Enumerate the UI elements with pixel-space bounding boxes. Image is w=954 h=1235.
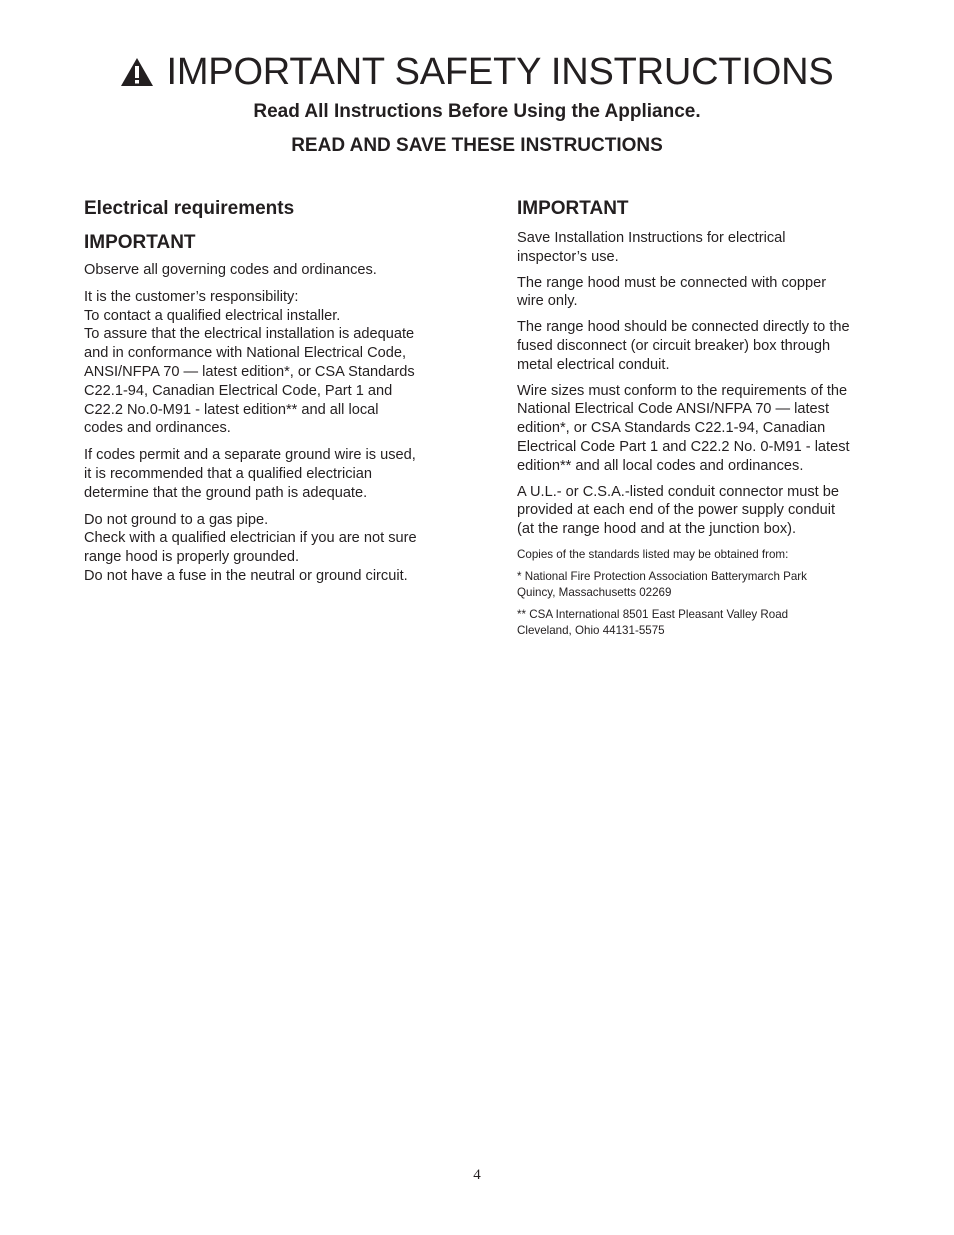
text-line: Do not have a fuse in the neutral or ground circuit. <box>84 567 408 584</box>
text-line: Wire sizes must conform to the requirements of the <box>517 382 848 399</box>
text-line: Save Installation Instructions for electrical <box>517 230 786 246</box>
electrical-requirements-heading: Electrical requirements <box>84 198 295 219</box>
text-line: The range hood should be connected directly to the <box>517 319 850 336</box>
paragraph-codes: Observe all governing codes and ordinances. <box>84 262 377 278</box>
page-number: 4 <box>473 1167 481 1183</box>
paragraph-customer-responsibility <box>84 288 444 438</box>
text-line: ** CSA International 8501 East Pleasant Valley Road <box>517 608 789 622</box>
text-line: Cleveland, Ohio 44131-5575 <box>517 623 665 637</box>
nfpa-address <box>517 569 877 600</box>
text-line: provided at each end of the power supply conduit <box>517 502 836 519</box>
paragraph-gas-pipe <box>84 511 444 586</box>
text-line: it is recommended that a qualified electrician <box>84 465 372 482</box>
paragraph-save-instructions <box>517 229 877 267</box>
text-line: fused disconnect (or circuit breaker) box through <box>517 337 831 354</box>
text-line: C22.2 No.0-M91 - latest edition** and all local <box>84 401 379 418</box>
warning-triangle-icon <box>120 57 154 87</box>
standards-note: Copies of the standards listed may be obtained from: <box>517 547 789 561</box>
text-line: edition*, or CSA Standards C22.1-94, Canadian <box>517 420 826 437</box>
text-line: National Electrical Code ANSI/NFPA 70 — latest <box>517 401 830 418</box>
text-line: If codes permit and a separate ground wire is used, <box>84 447 416 464</box>
text-line: edition** and all local codes and ordinances. <box>517 457 804 474</box>
text-line: codes and ordinances. <box>84 420 231 437</box>
text-line: and in conformance with National Electrical Code, <box>84 345 407 362</box>
text-line: Check with a qualified electrician if you are not sure <box>84 530 417 547</box>
text-line: C22.1-94, Canadian Electrical Code, Part 1 and <box>84 382 393 399</box>
text-line: (at the range hood and at the junction box). <box>517 521 797 538</box>
page-header <box>0 50 954 158</box>
page-title <box>0 50 954 94</box>
text-line: It is the customer’s responsibility: <box>84 288 299 305</box>
text-line: * National Fire Protection Association Batterymarch Park <box>517 570 807 584</box>
text-line: determine that the ground path is adequate. <box>84 484 368 501</box>
paragraph-copper-wire <box>517 274 877 312</box>
text-line: inspector’s use. <box>517 248 619 265</box>
important-heading-left: IMPORTANT <box>84 232 196 253</box>
subtitle-read-all: Read All Instructions Before Using the Appliance. <box>253 101 701 122</box>
csa-address <box>517 607 877 638</box>
left-column <box>84 197 444 586</box>
paragraph-conduit-connector <box>517 483 877 539</box>
text-line: Quincy, Massachusetts 02269 <box>517 585 672 599</box>
paragraph-ground-wire <box>84 446 444 502</box>
text-line: range hood is properly grounded. <box>84 549 300 566</box>
right-column <box>517 197 877 638</box>
text-line: A U.L.- or C.S.A.-listed conduit connector must be <box>517 483 840 500</box>
important-heading-right: IMPORTANT <box>517 198 629 219</box>
text-line: Do not ground to a gas pipe. <box>84 511 269 528</box>
paragraph-fused-disconnect <box>517 318 877 374</box>
text-line: metal electrical conduit. <box>517 356 670 373</box>
page-title-text: IMPORTANT SAFETY INSTRUCTIONS <box>166 51 834 93</box>
text-line: ANSI/NFPA 70 — latest edition*, or CSA Standards <box>84 363 415 380</box>
subtitle-read-and-save: READ AND SAVE THESE INSTRUCTIONS <box>291 135 663 156</box>
text-line: Electrical Code Part 1 and C22.2 No. 0-M91 - latest <box>517 438 850 455</box>
text-line: To contact a qualified electrical installer. <box>84 307 341 324</box>
text-line: To assure that the electrical installation is adequate <box>84 326 415 343</box>
paragraph-wire-sizes <box>517 382 877 476</box>
text-line: The range hood must be connected with copper <box>517 274 827 291</box>
text-line: wire only. <box>517 293 578 310</box>
